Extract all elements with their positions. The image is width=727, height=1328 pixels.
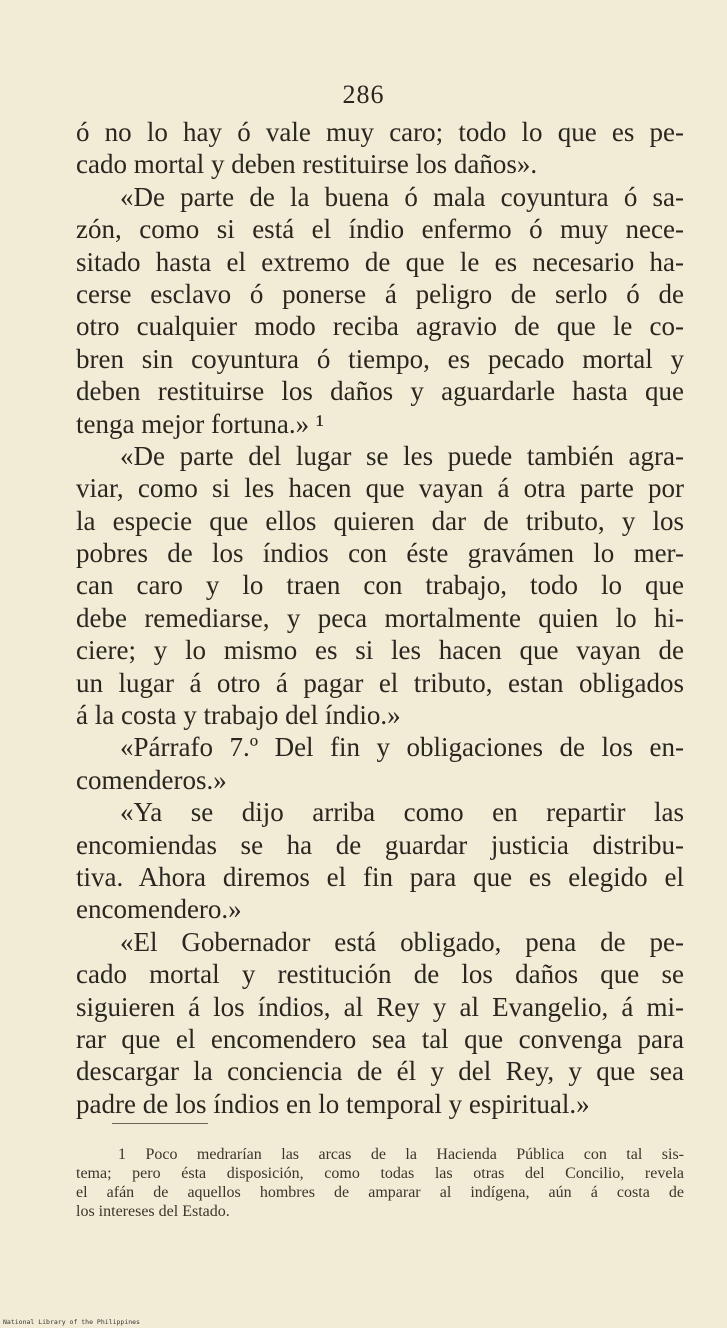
body-line: «De parte del lugar se les puede también agra- xyxy=(120,440,684,471)
body-line: ciere; y lo mismo es si les hacen que vayan de xyxy=(76,635,684,666)
body-line: ó no lo hay ó vale muy caro; todo lo que es pe- xyxy=(76,117,684,147)
body-line: can caro y lo traen con trabajo, todo lo que xyxy=(76,570,684,601)
body-line: á la costa y trabajo del índio.» xyxy=(76,700,401,731)
footnote-line: el afán de aquellos hombres de amparar al indígena, aún á costa de xyxy=(76,1184,684,1201)
body-line: encomendero.» xyxy=(76,894,242,925)
body-line: cado mortal y deben restituirse los daños». xyxy=(76,149,538,180)
body-line: rar que el encomendero sea tal que convenga para xyxy=(76,1023,684,1054)
body-line: otro cualquier modo reciba agravio de que le co- xyxy=(76,311,684,342)
body-line: sitado hasta el extremo de que le es necesario ha- xyxy=(76,246,684,277)
body-line: deben restituirse los daños y aguardarle hasta que xyxy=(76,376,684,407)
body-line: tenga mejor fortuna.» ¹ xyxy=(76,408,325,439)
library-imprint: National Library of the Philippines xyxy=(3,1318,140,1326)
body-line: cerse esclavo ó ponerse á peligro de serlo ó de xyxy=(76,278,684,309)
body-text xyxy=(76,116,684,1120)
body-line: «El Gobernador está obligado, pena de pe- xyxy=(120,926,684,957)
body-line: comenderos.» xyxy=(76,764,227,795)
body-line: zón, como si está el índio enfermo ó muy nece- xyxy=(76,214,684,245)
footnote-line: los intereses del Estado. xyxy=(76,1203,230,1220)
body-line: padre de los índios en lo temporal y espiritual.» xyxy=(76,1088,590,1119)
page-number: 286 xyxy=(342,80,385,109)
body-line: un lugar á otro á pagar el tributo, estan obligados xyxy=(76,667,684,698)
footnote-divider xyxy=(112,1123,208,1124)
body-line: tiva. Ahora diremos el fin para que es elegido el xyxy=(76,861,684,892)
footnote-line: 1 Poco medrarían las arcas de la Hacienda Pública con tal sis- xyxy=(118,1146,684,1163)
body-line: «Párrafo 7.º Del fin y obligaciones de los en- xyxy=(120,732,684,763)
body-line: pobres de los índios con éste gravámen lo mer- xyxy=(76,538,684,569)
body-line: encomiendas se ha de guardar justicia distribu- xyxy=(76,829,684,860)
body-line: viar, como si les hacen que vayan á otra parte por xyxy=(76,473,684,504)
body-line: cado mortal y restitución de los daños que se xyxy=(76,959,684,990)
body-line: bren sin coyuntura ó tiempo, es pecado mortal y xyxy=(76,343,684,374)
body-line: «Ya se dijo arriba como en repartir las xyxy=(120,797,684,828)
body-line: siguieren á los índios, al Rey y al Evangelio, á mi- xyxy=(76,991,684,1022)
footnote-line: tema; pero ésta disposición, como todas las otras del Concilio, revela xyxy=(76,1165,684,1182)
footnote xyxy=(76,1145,684,1221)
body-line: «De parte de la buena ó mala coyuntura ó sa- xyxy=(120,181,684,212)
body-line: debe remediarse, y peca mortalmente quien lo hi- xyxy=(76,602,684,633)
body-line: descargar la conciencia de él y del Rey, y que sea xyxy=(76,1056,684,1087)
body-line: la especie que ellos quieren dar de tributo, y los xyxy=(76,505,684,536)
